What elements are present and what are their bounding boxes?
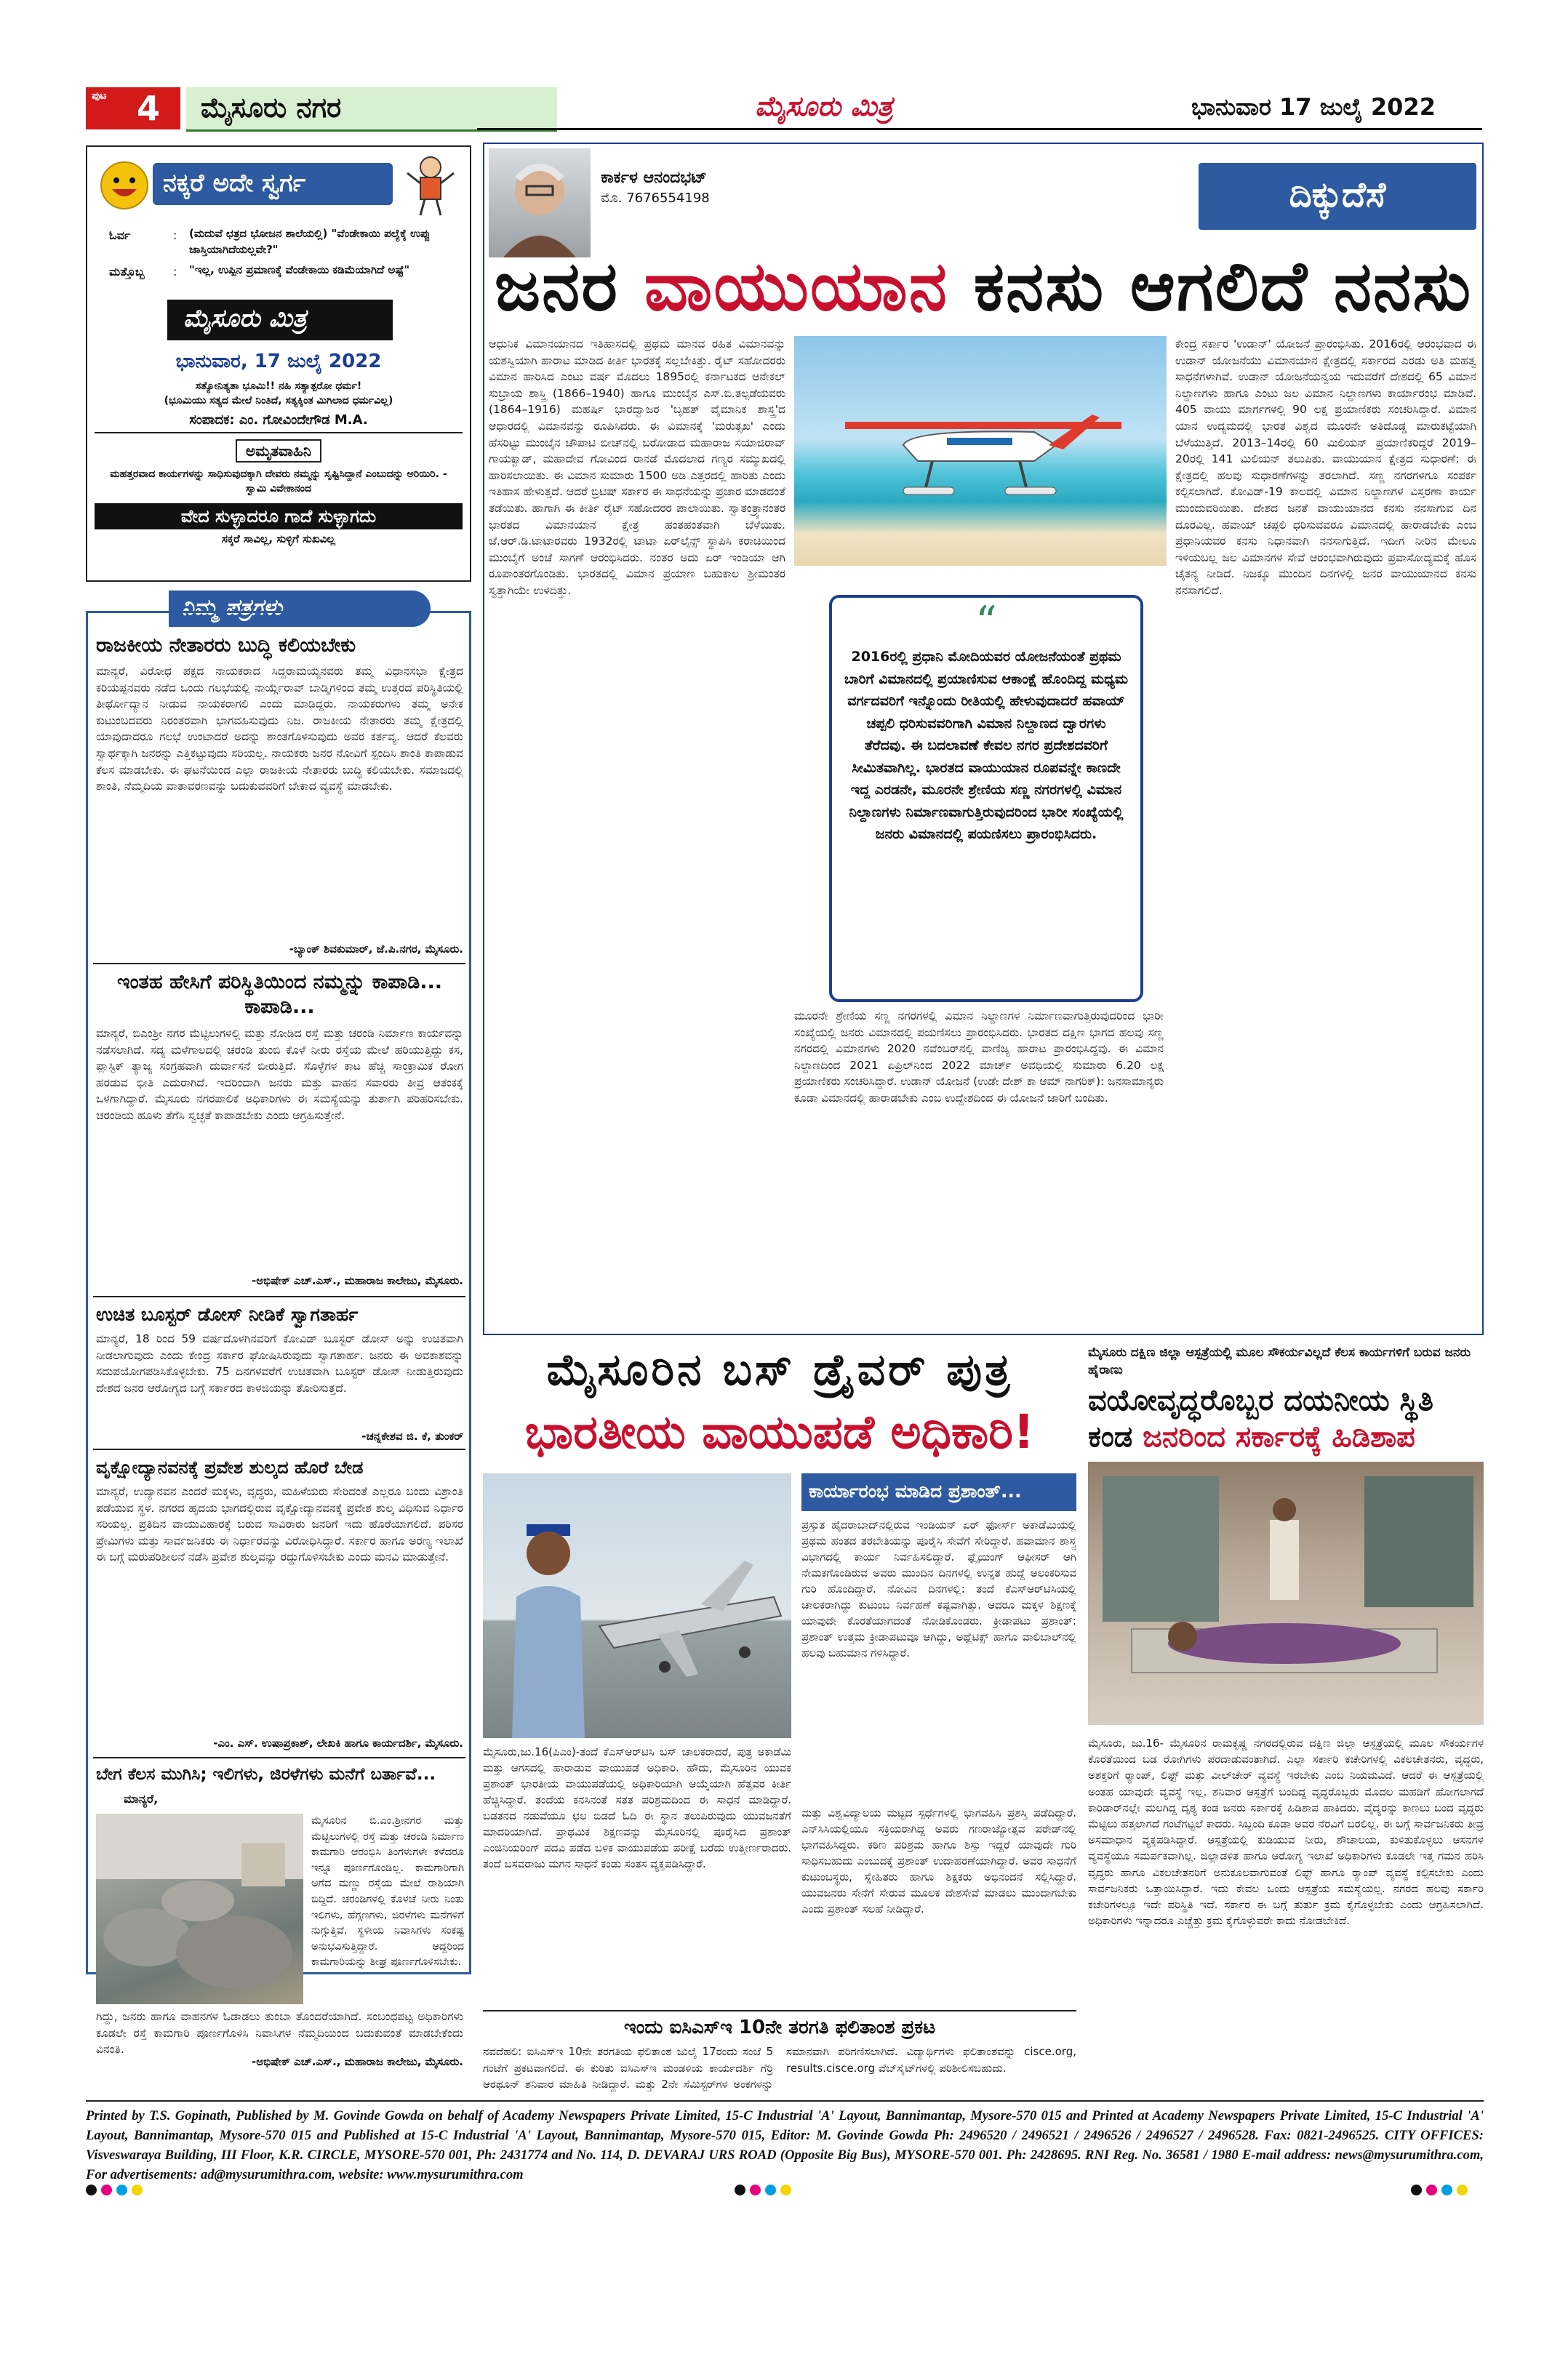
pullquote-box [829,595,1143,1002]
nakkare-title: ನಕ್ಕರೆ ಅದೇ ಸ್ವರ್ಗ [163,169,306,198]
letter-5-continued: ಗಿದ್ದು, ಜನರು ಹಾಗೂ ವಾಹನಗಳ ಓಡಾಡಲು ತುಂಬಾ ತೊಂದರೆಯಾಗಿದೆ. ಸಂಬಂಧಪಟ್ಟ ಅಧಿಕಾರಿಗಳು ಕೂಡಲೇ ರಸ್ತೆ ಕಾಮಗಾರಿ ಪೂರ್ಣಗೊಳಿಸಿ ನಿವಾಸಿಗಳ ನೆಮ್ಮದಿಯಿಂದ ಬದುಕುವಂತೆ ಮಾಡಬೇಕೆಂದು ವಿನಂತಿ. [96,2010,463,2057]
main-headline [489,247,1478,327]
question-speaker: ಓರ್ವ [109,228,131,242]
editor-line: ಸಂಪಾದಕ: ಎಂ. ಗೋವಿಂದೇಗೌಡ M.A. [95,412,463,433]
dikkudese-column-3: ಕೇಂದ್ರ ಸರ್ಕಾರ 'ಉಡಾನ್' ಯೋಜನೆ ಪ್ರಾರಂಭಿಸಿತು. 2016ರಲ್ಲಿ ಆರಂಭವಾದ ಈ ಉಡಾನ್ ಯೋಜನೆಯು ವಿಮಾನಯಾನ ಕ್ಷೇತ್ರದಲ್ಲಿ ಸರ್ಕಾರದ ಎರಡು ಅತಿ ಮಹತ್ವ ಸಾಧನೆಗಳಾಗಿವೆ. ಉಡಾನ್ ಯೋಜನೆಯನ್ವಯ ಇದುವರೆಗೆ ದೇಶದಲ್ಲಿ 65 ವಿಮಾನ ನಿಲ್ದಾಣಗಳು ಹಾಗೂ ಎಂಟು ಜಲ ವಿಮಾನ ನಿಲ್ದಾಣಗಳು ಕಾರ್ಯಾರಂಭ ಮಾಡಿವೆ. 405 ವಾಯು ಮಾರ್ಗಗಳಲ್ಲಿ 90 ಲಕ್ಷ ಪ್ರಯಾಣಿಕರು ಸಂಚರಿಸಿದ್ದಾರೆ. ವಿಮಾನ ಯಾನ ಉದ್ಯಮದಲ್ಲಿ ಭಾರತ ವಿಶ್ವದ ಮೂರನೇ ಅತಿದೊಡ್ಡ ಮಾರುಕಟ್ಟೆಯಾಗಿ ಬೆಳೆಯುತ್ತಿದೆ. 2013–14ರಲ್ಲಿ 60 ಮಿಲಿಯನ್ ಪ್ರಯಾಣಿಕರಿದ್ದರೆ 2019–20ರಲ್ಲಿ 141 ಮಿಲಿಯನ್ ತಲುಪಿತು. ವಾಯುಯಾನ ಕ್ಷೇತ್ರದ ಸುಧಾರಣೆ: ಈ ಕ್ಷೇತ್ರದಲ್ಲಿ ಹಲವು ಸುಧಾರಣೆಗಳನ್ನು ತರಲಾಗಿದೆ. ಸಣ್ಣ ನಗರಗಳಿಗೂ ಸಂಪರ್ಕ ಕಲ್ಪಿಸಲಾಗಿದೆ. ಕೋವಿಡ್-19 ಕಾಲದಲ್ಲಿ ವಿಮಾನ ನಿಲ್ದಾಣಗಳ ವಿಸ್ತರಣಾ ಕಾರ್ಯ ಮುಂದುವರಿಯಿತು. ದೇಶದ ಜನತೆ ವಾಯುಯಾನದ ಕನಸು ನನಸಾಗುವ ದಿನ ದೂರವಿಲ್ಲ. ಹವಾಯ್ ಚಪ್ಪಲಿ ಧರಿಸುವವರೂ ವಿಮಾನದಲ್ಲಿ ಹಾರಾಡಬೇಕು ಎಂಬ ಪ್ರಧಾನಿಯವರ ಕನಸು ನಿಧಾನವಾಗಿ ನನಸಾಗುತ್ತಿದೆ. ಇದೀಗ ನೀರಿನ ಮೇಲೂ ಇಳಿಯಬಲ್ಲ ಜಲ ವಿಮಾನಗಳ ಸೇವೆ ಆರಂಭವಾಗಿರುವುದು ಪ್ರವಾಸೋದ್ಯಮಕ್ಕೆ ಹೊಸ ಚೈತನ್ಯ ನೀಡಿದೆ. ನಿಜಕ್ಕೂ ಮುಂದಿನ ದಿನಗಳಲ್ಲಿ ಜನರ ವಾಯುಯಾನದ ಕನಸು ನನಸಾಗಲಿದೆ. [1175,337,1476,597]
divider [93,1296,465,1297]
amrutha-text: ಮಹತ್ತರವಾದ ಕಾರ್ಯಗಳನ್ನು ಸಾಧಿಸುವುದಕ್ಕಾಗಿ ದೇವರು ನಮ್ಮನ್ನು ಸೃಷ್ಟಿಸಿದ್ದಾನೆ ಎಂಬುದನ್ನು ಅರಿಯಿರಿ. - ಸ್ವಾಮಿ ವಿವೇಕಾನಂದ [110,468,447,495]
letter-1-signature: -ಬ್ಯಾಂಕ್ ಶಿವಕುಮಾರ್, ಜೆ.ಪಿ.ನಗರ, ಮೈಸೂರು. [289,942,463,956]
headline-part-3: ಕನಸು ಆಗಲಿದೆ ನನಸು [973,247,1473,327]
airforce-headline-1: ಮೈಸೂರಿನ ಬಸ್ ಡ್ರೈವರ್ ಪುತ್ರ [546,1345,1013,1396]
cartoon-figure-icon [401,154,460,217]
letter-5-signature: -ಅಭಿಷೇಕ್ ಎಚ್.ಎಸ್., ಮಹಾರಾಜ ಕಾಲೇಜು, ಮೈಸೂರು. [252,2055,463,2068]
page-date: ಭಾನುವಾರ 17 ಜುಲೈ 2022 [1191,93,1436,121]
airforce-column-1: ಮೈಸೂರು,ಜು.16(ಪಿಎಂ)-ತಂದೆ ಕೆಎಸ್‌ಆರ್‌ಟಿಸಿ ಬಸ್ ಚಾಲಕರಾದರೆ, ಪುತ್ರ ಅಕಾಡೆಮಿ ಮತ್ತು ಆಗಸದಲ್ಲಿ ಹಾರಾಡುವ ವಾಯುಪಡೆ ಅಧಿಕಾರಿ. ಹೌದು, ಮೈಸೂರಿನ ಯುವಕ ಪ್ರಶಾಂತ್ ಭಾರತೀಯ ವಾಯುಪಡೆಯಲ್ಲಿ ಅಧಿಕಾರಿಯಾಗಿ ಆಯ್ಕೆಯಾಗಿ ಹೆತ್ತವರ ಕೀರ್ತಿ ಹೆಚ್ಚಿಸಿದ್ದಾರೆ. ತಂದೆಯ ಕನಸಿನಂತೆ ಸತತ ಪರಿಶ್ರಮದಿಂದ ಈ ಸಾಧನೆ ಮಾಡಿದ್ದಾರೆ. ಬಡತನದ ನಡುವೆಯೂ ಛಲ ಬಿಡದೆ ಓದಿ ಈ ಸ್ಥಾನ ತಲುಪಿರುವುದು ಯುವಜನತೆಗೆ ಮಾದರಿಯಾಗಿದೆ. ಪ್ರಾಥಮಿಕ ಶಿಕ್ಷಣವನ್ನು ಮೈಸೂರಿನಲ್ಲಿ ಪೂರೈಸಿದ ಪ್ರಶಾಂತ್ ಎಂಜಿನಿಯರಿಂಗ್ ಪದವಿ ಪಡೆದ ಬಳಿಕ ವಾಯುಪಡೆಯ ಪರೀಕ್ಷೆ ಬರೆದು ಉತ್ತೀರ್ಣರಾದರು. ತಂದೆ ಬಸವರಾಜು ಮಗನ ಸಾಧನೆ ಕಂಡು ಸಂತಸ ವ್ಯಕ್ತಪಡಿಸಿದ್ದಾರೆ. [483,1745,791,1870]
divider [93,963,465,964]
letters-banner-title: ನಿಮ್ಮ ಪತ್ರಗಳು [182,595,283,620]
dikkudese-column-1: ಆಧುನಿಕ ವಿಮಾನಯಾನದ ಇತಿಹಾಸದಲ್ಲಿ ಪ್ರಥಮ ಮಾನವ ರಹಿತ ವಿಮಾನವನ್ನು ಯಶಸ್ವಿಯಾಗಿ ಹಾರಾಟ ಮಾಡಿದ ಕೀರ್ತಿ ಭಾರತಕ್ಕೆ ಸಲ್ಲಬೇಕಿತ್ತು. ರೈಟ್ ಸಹೋದರರು ವಿಮಾನ ಹಾರಿಸಿದ ಎಂಟು ವರ್ಷ ಮೊದಲು 1895ರಲ್ಲಿ ಕರ್ನಾಟಕದ ಆನೇಕಲ್ ಸುಬ್ರಾಯ ಶಾಸ್ತ್ರಿ (1866–1940) ಹಾಗೂ ಮುಂಬೈನ ಎಸ್.ಬಿ.ತಲ್ಪಡೆಯವರು (1864–1916) ಮಹರ್ಷಿ ಭಾರದ್ವಾಜರ 'ಬೃಹತ್ ವೈಮಾನಿಕ ಶಾಸ್ತ್ರ'ದ ಆಧಾರದಲ್ಲಿ ವಿಮಾನವನ್ನು ರೂಪಿಸಿದರು. ಈ ವಿಮಾನಕ್ಕೆ 'ಮರುತ್ಸಖ' ಎಂದು ಹೆಸರಿಟ್ಟು ಮುಂಬೈನ ಚೌಪಾಟಿ ಬೀಚ್‌ನಲ್ಲಿ ಬರೋಡಾದ ಮಹಾರಾಜ ಸಯಾಜಿರಾವ್ ಗಾಯಕ್ವಾಡ್, ಮಹಾದೇವ ಗೋವಿಂದ ರಾನಡೆ ಮೊದಲಾದ ಗಣ್ಯರ ಸಮ್ಮುಖದಲ್ಲಿ ಹಾರಿಸಲಾಯಿತು. ಈ ವಿಮಾನ ಸುಮಾರು 1500 ಅಡಿ ಎತ್ತರದಲ್ಲಿ ಹಾರಿತು ಎಂದು ಇತಿಹಾಸ ಹೇಳುತ್ತದೆ. ಆದರೆ ಬ್ರಿಟಿಷ್ ಸರ್ಕಾರ ಈ ಸಾಧನೆಯನ್ನು ಪ್ರಚಾರ ಮಾಡದಂತೆ ತಡೆಯಿತು. ಹಾಗಾಗಿ ಈ ಕೀರ್ತಿ ರೈಟ್ ಸಹೋದರರ ಪಾಲಾಯಿತು. ಸ್ವಾತಂತ್ರ್ಯಾನಂತರ ಭಾರತದ ವಿಮಾನಯಾನ ಕ್ಷೇತ್ರ ಹಂತಹಂತವಾಗಿ ಬೆಳೆಯಿತು. ಜೆ.ಆರ್.ಡಿ.ಟಾಟಾರವರು 1932ರಲ್ಲಿ ಟಾಟಾ ಏರ್‌ಲೈನ್ಸ್ ಸ್ಥಾಪಿಸಿ ಕರಾಚಿಯಿಂದ ಮುಂಬೈಗೆ ಅಂಚೆ ಸಾಗಣೆ ಆರಂಭಿಸಿದರು. ನಂತರ ಅದು ಏರ್ ಇಂಡಿಯಾ ಆಗಿ ರೂಪಾಂತರಗೊಂಡಿತು. ಭಾರತದಲ್ಲಿ ವಿಮಾನ ಪ್ರಯಾಣ ಬಹುಕಾಲ ಶ್ರೀಮಂತರ ಸ್ವತ್ತಾಗಿಯೇ ಉಳಿದಿತ್ತು. [489,337,785,597]
section-label-box [186,87,557,132]
registration-dots-center [735,2185,796,2198]
airforce-column-3: ಮತ್ತು ವಿಶ್ವವಿದ್ಯಾಲಯ ಮಟ್ಟದ ಸ್ಪರ್ಧೆಗಳಲ್ಲಿ ಭಾಗವಹಿಸಿ ಪ್ರಶಸ್ತಿ ಪಡೆದಿದ್ದಾರೆ. ಎನ್‌ಸಿಸಿಯಲ್ಲಿಯೂ ಸಕ್ರಿಯರಾಗಿದ್ದ ಅವರು ಗಣರಾಜ್ಯೋತ್ಸವ ಪರೇಡ್‌ನಲ್ಲಿ ಭಾಗವಹಿಸಿದ್ದರು. ಕಠಿಣ ಪರಿಶ್ರಮ ಹಾಗೂ ಶಿಸ್ತು ಇದ್ದರೆ ಯಾವುದೇ ಗುರಿ ಸಾಧಿಸಬಹುದು ಎಂಬುದಕ್ಕೆ ಪ್ರಶಾಂತ್ ಉದಾಹರಣೆಯಾಗಿದ್ದಾರೆ. ಅವರ ಸಾಧನೆಗೆ ಕುಟುಂಬಸ್ಥರು, ಸ್ನೇಹಿತರು ಹಾಗೂ ಶಿಕ್ಷಕರು ಅಭಿನಂದನೆ ಸಲ್ಲಿಸಿದ್ದಾರೆ. ಯುವಜನರು ಸೇನೆಗೆ ಸೇರುವ ಮೂಲಕ ದೇಶಸೇವೆ ಮಾಡಲು ಮುಂದಾಗಬೇಕು ಎಂದು ಪ್ರಶಾಂತ್ ಸಲಹೆ ನೀಡಿದ್ದಾರೆ. [801,1806,1076,1915]
airforce-column-2: ಪ್ರಸ್ತುತ ಹೈದರಾಬಾದ್‌ನಲ್ಲಿರುವ ಇಂಡಿಯನ್ ಏರ್ ಫೋರ್ಸ್ ಅಕಾಡೆಮಿಯಲ್ಲಿ ಪ್ರಥಮ ಹಂತದ ತರಬೇತಿಯನ್ನು ಪೂರೈಸಿ ಸೇವೆಗೆ ಸೇರಿದ್ದಾರೆ. ಹವಾಮಾನ ಶಾಸ್ತ್ರ ವಿಭಾಗದಲ್ಲಿ ಕಾರ್ಯ ನಿರ್ವಹಿಸಲಿದ್ದಾರೆ. ಫ್ಲೈಯಿಂಗ್ ಆಫೀಸರ್ ಆಗಿ ನೇಮಕಗೊಂಡಿರುವ ಅವರು ಮುಂದಿನ ದಿನಗಳಲ್ಲಿ ಉನ್ನತ ಹುದ್ದೆ ಅಲಂಕರಿಸುವ ಗುರಿ ಹೊಂದಿದ್ದಾರೆ. ನೋವಿನ ದಿನಗಳಲ್ಲಿ: ತಂದೆ ಕೆಎಸ್‌ಆರ್‌ಟಿಸಿಯಲ್ಲಿ ಚಾಲಕರಾಗಿದ್ದು ಕುಟುಂಬ ನಿರ್ವಹಣೆ ಕಷ್ಟವಾಗಿತ್ತು. ಆದರೂ ಮಕ್ಕಳ ಶಿಕ್ಷಣಕ್ಕೆ ಯಾವುದೇ ಕೊರತೆಯಾಗದಂತೆ ನೋಡಿಕೊಂಡರು. ಕ್ರೀಡಾಪಟು ಪ್ರಶಾಂತ್: ಪ್ರಶಾಂತ್ ಉತ್ತಮ ಕ್ರೀಡಾಪಟುವೂ ಆಗಿದ್ದು, ಅಥ್ಲೆಟಿಕ್ಸ್ ಹಾಗೂ ವಾಲಿಬಾಲ್‌ನಲ್ಲಿ ಹಲವು ಬಹುಮಾನ ಗಳಿಸಿದ್ದಾರೆ. [801,1518,1076,1660]
motto-line-2: (ಭೂಮಿಯು ಸತ್ಯದ ಮೇಲೆ ನಿಂತಿದೆ, ಸತ್ಯಕ್ಕಿಂತ ಮಿಗಿಲಾದ ಧರ್ಮವಿಲ್ಲ) [164,395,393,407]
seaplane-photo [794,336,1167,566]
registration-dots-right [1411,2185,1472,2198]
magenta-dot [750,2185,761,2195]
colon: : [173,228,177,242]
hospital-headline-1: ವಯೋವೃದ್ಧರೊಬ್ಬರ ದಯನೀಯ ಸ್ಥಿತಿ [1088,1384,1433,1417]
magenta-dot [101,2185,112,2195]
cyan-dot [116,2185,127,2195]
hospital-headline-2a: ಕಂಡ [1088,1420,1133,1454]
amrutha-title: ಅಮೃತವಾಹಿನಿ [236,439,321,463]
laughing-face-icon [100,161,148,209]
letter-2-signature: -ಅಭಿಷೇಕ್ ಎಚ್.ಎಸ್., ಮಹಾರಾಜ ಕಾಲೇಜು, ಮೈಸೂರು. [252,1274,463,1287]
letter-2-title: ಇಂತಹ ಹೇಸಿಗೆ ಪರಿಸ್ಥಿತಿಯಿಂದ ನಮ್ಮನ್ನು ಕಾಪಾಡಿ... ಕಾಪಾಡಿ... [117,971,442,1018]
headline-part-1: ಜನರ [494,247,620,327]
letter-1-body: ಮಾನ್ಯರೆ, ವಿರೋಧ ಪಕ್ಷದ ನಾಯಕರಾದ ಸಿದ್ದರಾಮಯ್ಯನವರು ತಮ್ಮ ವಿಧಾನಸಭಾ ಕ್ಷೇತ್ರದ ಕರಿಯಪ್ಪನವರು ನಡೆದ ಒಂದು ಗಲಭೆಯಲ್ಲಿ ನಾರ್ಯ್ಗೆರಾವ್ ಬಾಡ್ಮಿಗಳಿಂದ ತಮ್ಮ ಉತ್ತರದ ಪರಿಸ್ಥಿತಿಯಲ್ಲಿ ತೀರ್ಥೋದ್ಯಾನ ನೀಡುವ ನಾಯಕರಾಗಲಿ ಎಂದು ಮಾಡಿದ್ದರು. ನಾಯಕರುಗಳು ತಮ್ಮ ಅನೇಕ ಕುಟುಂಬದವರು ನಿರಂತರವಾಗಿ ಭಾಗವಹಿಸುವುದು ನಿಜ. ರಾಜಕೀಯ ನೇತಾರರು ತಮ್ಮ ಕ್ಷೇತ್ರದಲ್ಲಿ ಯಾವುದಾದರೂ ಗಲಭೆ ಉಂಟಾದರೆ ಅದನ್ನು ಶಾಂತಗೊಳಿಸುವುದು ಅವರ ಕರ್ತವ್ಯ. ಆದರೆ ಕೆಲವರು ಸ್ವಾರ್ಥಕ್ಕಾಗಿ ಜನರನ್ನು ಎತ್ತಿಕಟ್ಟುವುದು ಸರಿಯಲ್ಲ. ನಾಯಕರು ಜನರ ನೋವಿಗೆ ಸ್ಪಂದಿಸಿ ಶಾಂತಿ ಕಾಪಾಡುವ ಕೆಲಸ ಮಾಡಬೇಕು. ಈ ಘಟನೆಯಿಂದ ಎಲ್ಲಾ ರಾಜಕೀಯ ನೇತಾರರು ಬುದ್ಧಿ ಕಲಿಯಬೇಕು. ಸಮಾಜದಲ್ಲಿ ಶಾಂತಿ, ನೆಮ್ಮದಿಯ ವಾತಾವರಣವನ್ನು ಬದುಕುವವರಿಗೆ ಬೇಕಾದ ವ್ಯವಸ್ಥೆ ಮಾಡಬೇಕು. [96,665,463,793]
nakkare-title-bar [153,163,393,205]
yellow-dot [780,2185,791,2195]
cyan-dot [1441,2185,1452,2195]
cyan-dot [765,2185,776,2195]
airforce-subhead-box [801,1473,1076,1511]
letter-2-body: ಮಾನ್ಯರೆ, ಬಿಎಂಶ್ರೀ ನಗರ ಮೆಟ್ಟಿಲುಗಳಲ್ಲಿ ಮತ್ತು ನೋಡಿದ ರಸ್ತೆ ಮತ್ತು ಚರಂಡಿ ನಿರ್ಮಾಣ ಕಾರ್ಯವನ್ನು ನಡೆಸಲಾಗಿದೆ. ಸದ್ಯ ಮಳೆಗಾಲದಲ್ಲಿ ಚರಂಡಿ ತುಂಬಿ ಕೊಳೆ ನೀರು ರಸ್ತೆಯ ಮೇಲೆ ಹರಿಯುತ್ತಿದ್ದು ಕಸ, ಪ್ಲಾಸ್ಟಿಕ್ ತ್ಯಾಜ್ಯ ಸಂಗ್ರಹವಾಗಿ ದುರ್ವಾಸನೆ ಬೀರುತ್ತಿದೆ. ಸೊಳ್ಳೆಗಳ ಕಾಟ ಹೆಚ್ಚಿ ಸಾಂಕ್ರಾಮಿಕ ರೋಗ ಹರಡುವ ಭೀತಿ ಎದುರಾಗಿದೆ. ಇದರಿಂದಾಗಿ ಜನರು ಮತ್ತು ವಾಹನ ಸವಾರರು ತೀವ್ರ ಆತಂಕಕ್ಕೆ ಒಳಗಾಗಿದ್ದಾರೆ. ಮೈಸೂರು ನಗರಪಾಲಿಕೆ ಅಧಿಕಾರಿಗಳು ಈ ಸಮಸ್ಯೆಯನ್ನು ತುರ್ತಾಗಿ ಪರಿಹರಿಸಬೇಕು. ಚರಂಡಿಯ ಹೂಳು ತೆಗೆಸಿ ಸ್ವಚ್ಛತೆ ಕಾಪಾಡಬೇಕು ಎಂದು ಆಗ್ರಹಿಸುತ್ತೇನೆ. [96,1027,463,1122]
author-photo [489,148,591,257]
airforce-headline-2: ಭಾರತೀಯ ವಾಯುಪಡೆ ಅಧಿಕಾರಿ! [524,1406,1035,1460]
question-text: (ಮದುವೆ ಛತ್ರದ ಭೋಜನ ಶಾಲೆಯಲ್ಲಿ) "ವೆಂಡೇಕಾಯಿ ಪಲ್ಯೆಕ್ಕೆ ಉಪ್ಪು ಜಾಸ್ತಿಯಾಗಿದೆಯಲ್ಲವೇ?" [189,227,431,256]
mini-date: ಭಾನುವಾರ, 17 ಜುಲೈ 2022 [175,351,382,372]
hospital-headline-2b: ಜನರಿಂದ ಸರ್ಕಾರಕ್ಕೆ ಹಿಡಿಶಾಪ [1143,1420,1415,1454]
black-dot [735,2185,745,2195]
footer-rule [86,2100,1484,2102]
letter-4-title: ವೃಕ್ಷೋದ್ಯಾನವನಕ್ಕೆ ಪ್ರವೇಶ ಶುಲ್ಕದ ಹೊರೆ ಬೇಡ [96,1457,364,1478]
answer-speaker: ಮತ್ತೊಬ್ಬ [109,265,145,279]
answer-text: "ಇಲ್ಲ, ಉಪ್ಪಿನ ಪ್ರಮಾಣಕ್ಕೆ ವೆಂಡೇಕಾಯಿ ಕಡಿಮೆಯಾಗಿದೆ ಅಷ್ಟೆ" [189,263,410,276]
registration-dots-left [86,2185,147,2198]
letter-4-body: ಮಾನ್ಯರೆ, ಉದ್ಯಾನವನ ಎಂದರೆ ಮಕ್ಕಳು, ವೃದ್ಧರು, ಮಹಿಳೆಯರು ಸೇರಿದಂತೆ ಎಲ್ಲರೂ ಬಂದು ವಿಶ್ರಾಂತಿ ಪಡೆಯುವ ಸ್ಥಳ. ನಗರದ ಹೃದಯ ಭಾಗದಲ್ಲಿರುವ ವೃಕ್ಷೋದ್ಯಾನವನಕ್ಕೆ ಪ್ರವೇಶ ಶುಲ್ಕ ವಿಧಿಸುವ ನಿರ್ಧಾರ ಸರಿಯಲ್ಲ. ಪ್ರತಿದಿನ ವಾಯುವಿಹಾರಕ್ಕೆ ಬರುವ ಸಾವಿರಾರು ಜನರಿಗೆ ಇದು ಹೊರೆಯಾಗಲಿದೆ. ಪರಿಸರ ಪ್ರೇಮಿಗಳು ಮತ್ತು ಸಾರ್ವಜನಿಕರು ಈ ನಿರ್ಧಾರವನ್ನು ವಿರೋಧಿಸಿದ್ದಾರೆ. ಸರ್ಕಾರ ಹಾಗೂ ಅರಣ್ಯ ಇಲಾಖೆ ಈ ಬಗ್ಗೆ ಮರುಪರಿಶೀಲನೆ ನಡೆಸಿ ಪ್ರವೇಶ ಶುಲ್ಕವನ್ನು ರದ್ದುಗೊಳಿಸಬೇಕು ಎಂದು ಮನವಿ ಮಾಡುತ್ತೇನೆ. [96,1485,463,1564]
imprint-text: Printed by T.S. Gopinath, Published by M. Govinde Gowda on behalf of Academy Newspapers Private Limited, 15-C Industrial 'A' Layout, Bannimantap, Mysore-570 015 and Printed at Academy Newspapers Private Limited, 15-C Industrial 'A' Layout, Bannimantap, Mysore-570 015 and Published at 15-C Industrial 'A' Layout, Bannimantap, Mysore-570 015, Editor: M. Govinde Gowda Ph: 2496520 / 2496521 / 2496526 / 2496527 / 2496528. Fax: 0821-2496525. CITY OFFICES: Visveswaraya Building, III Floor, K.R. CIRCLE, MYSORE-570 001, Ph: 2431774 and No. 114, D. DEVARAJ URS ROAD (Opposite Big Bus), MYSORE-570 001. Ph: 2428695. RNI Reg. No. 36581 / 1980 E-mail address: news@mysurumithra.com, For advertisements: ad@mysurumithra.com, website: www.mysurumithra.com [86,2108,1484,2182]
magenta-dot [1426,2185,1437,2195]
mini-masthead: ಮೈಸೂರು ಮಿತ್ರ [183,304,307,333]
header-rule [477,128,1482,130]
veda-text: ಸಕ್ಕರೆ ಸಾವಿಲ್ಲ, ಸುಳ್ಳಿಗೆ ಸುಖವಿಲ್ಲ [222,532,335,545]
letter-5-body: ಮೈಸೂರಿನ ಬಿ.ಎಂ.ಶ್ರೀನಗರ ಮತ್ತು ಮೆಟ್ಟಿಲುಗಳಲ್ಲಿ ರಸ್ತೆ ಮತ್ತು ಚರಂಡಿ ನಿರ್ಮಾಣ ಕಾಮಗಾರಿ ಆರಂಭಿಸಿ ತಿಂಗಳುಗಳೇ ಕಳೆದರೂ ಇನ್ನೂ ಪೂರ್ಣಗೊಂಡಿಲ್ಲ. ಕಾಮಗಾರಿಗಾಗಿ ಅಗೆದ ಮಣ್ಣು ರಸ್ತೆಯ ಮೇಲೆ ರಾಶಿಯಾಗಿ ಬಿದ್ದಿದೆ. ಚರಂಡಿಗಳಲ್ಲಿ ಕೊಳಚೆ ನೀರು ನಿಂತು ಇಲಿಗಳು, ಹೆಗ್ಗಣಗಳು, ಜಿರಳೆಗಳು ಮನೆಗಳಿಗೆ ನುಗ್ಗುತ್ತಿವೆ. ಸ್ಥಳೀಯ ನಿವಾಸಿಗಳು ಸಂಕಷ್ಟ ಅನುಭವಿಸುತ್ತಿದ್ದಾರೆ. ಆದ್ದರಿಂದ ಕಾಮಗಾರಿಯನ್ನು ಶೀಘ್ರ ಪೂರ್ಣಗೊಳಿಸಬೇಕು. [311,1815,464,1969]
black-dot [1411,2185,1422,2195]
airforce-photo [483,1473,791,1738]
page-number-box [86,87,180,129]
letter-3-signature: -ಚನ್ನಕೇಶವ ಜಿ. ಕೆ, ತುಂಕರ್ [361,1430,463,1443]
author-name: ಕಾರ್ಕಳ ಆನಂದಭಟ್ [601,169,707,187]
veda-title: ವೇದ ಸುಳ್ಳಾದರೂ ಗಾದೆ ಸುಳ್ಳಾಗದು [95,503,463,529]
column-name: ದಿಕ್ಕುದೆಸೆ [1289,175,1386,215]
headline-highlight: ವಾಯುಯಾನ [644,247,948,327]
page-label: ಪುಟ [92,90,107,102]
motto-line-1: ಸತ್ಯೋನಿತ್ಯತಾ ಭೂಮಿ!! ನಹಿ ಸತ್ಯಾತ್ಪರೋ ಧರ್ಮ! [195,380,362,392]
page-header [86,87,1482,129]
letter-3-body: ಮಾನ್ಯರೆ, 18 ರಿಂದ 59 ವರ್ಷದೊಳಗಿನವರಿಗೆ ಕೋವಿಡ್ ಬೂಸ್ಟರ್ ಡೋಸ್ ಅನ್ನು ಉಚಿತವಾಗಿ ನೀಡಲಾಗುವುದು ಎಂದು ಕೇಂದ್ರ ಸರ್ಕಾರ ಘೋಷಿಸಿರುವುದು ಸ್ವಾಗತಾರ್ಹ. ಜನರು ಈ ಅವಕಾಶವನ್ನು ಸದುಪಯೋಗಪಡಿಸಿಕೊಳ್ಳಬೇಕು. 75 ದಿನಗಳವರೆಗೆ ಉಚಿತವಾಗಿ ಬೂಸ್ಟರ್ ಡೋಸ್ ನೀಡುತ್ತಿರುವುದು ದೇಶದ ಜನರ ಆರೋಗ್ಯದ ಬಗ್ಗೆ ಸರ್ಕಾರದ ಕಾಳಜಿಯನ್ನು ತೋರಿಸುತ್ತದೆ. [96,1332,463,1395]
hospital-kicker: ಮೈಸೂರು ದಕ್ಷಿಣ ಜಿಲ್ಲಾ ಆಸ್ಪತ್ರೆಯಲ್ಲಿ ಮೂಲ ಸೌಕರ್ಯವಿಲ್ಲದೆ ಕೆಲಸ ಕಾರ್ಯಗಳಿಗೆ ಬರುವ ಜನರು ಹೈರಾಣು [1088,1345,1471,1377]
result-divider [483,2010,1076,2011]
editorial-block [95,351,463,576]
column-name-box [1199,163,1476,230]
page-number: 4 [137,89,161,128]
pullquote-text: 2016ರಲ್ಲಿ ಪ್ರಧಾನಿ ಮೋದಿಯವರ ಯೋಜನೆಯಂತೆ ಪ್ರಥಮ ಬಾರಿಗೆ ವಿಮಾನದಲ್ಲಿ ಪ್ರಯಾಣಿಸುವ ಆಕಾಂಕ್ಷೆ ಹೊಂದಿದ್ದ ಮಧ್ಯಮ ವರ್ಗದವರಿಗೆ ಇನ್ನೊಂದು ರೀತಿಯಲ್ಲಿ ಹೇಳುವುದಾದರೆ ಹವಾಯ್ ಚಪ್ಪಲಿ ಧರಿಸುವವರಿಗಾಗಿ ವಿಮಾನ ನಿಲ್ದಾಣದ ದ್ವಾರಗಳು ತೆರೆದವು. ಈ ಬದಲಾವಣೆ ಕೇವಲ ನಗರ ಪ್ರದೇಶದವರಿಗೆ ಸೀಮಿತವಾಗಿಲ್ಲ. ಭಾರತದ ವಾಯುಯಾನ ರೂಪವನ್ನೇ ಕಾಣದೇ ಇದ್ದ ಎರಡನೇ, ಮೂರನೇ ಶ್ರೇಣಿಯ ಸಣ್ಣ ನಗರಗಳಲ್ಲಿ ವಿಮಾನ ನಿಲ್ದಾಣಗಳು ನಿರ್ಮಾಣವಾಗುತ್ತಿರುವುದರಿಂದ ಭಾರೀ ಸಂಖ್ಯೆಯಲ್ಲಿ ಜನರು ವಿಮಾನದಲ್ಲಿ ಪಯಣಿಸಲು ಪ್ರಾರಂಭಿಸಿದರು. [844,649,1129,842]
letter-4-signature: -ಎಂ. ಎಸ್. ಉಷಾಪ್ರಕಾಶ್, ಲೇಖಕಿ ಹಾಗೂ ಕಾರ್ಯದರ್ಶಿ, ಮೈಸೂರು. [213,1737,463,1750]
airforce-subhead: ಕಾರ್ಯಾರಂಭ ಮಾಡಿದ ಪ್ರಶಾಂತ್... [809,1481,1022,1502]
colon: : [173,265,177,279]
divider [93,1449,465,1450]
letter-5-intro: ಮಾನ್ಯರೆ, [124,1792,159,1806]
divider [93,1757,465,1758]
construction-debris-photo [96,1814,303,2004]
author-phone: ಮೊ. 7676554198 [601,191,710,206]
hospital-body: ಮೈಸೂರು, ಜು.16- ಮೈಸೂರಿನ ರಾಮಕೃಷ್ಣ ನಗರದಲ್ಲಿರುವ ದಕ್ಷಿಣ ಜಿಲ್ಲಾ ಆಸ್ಪತ್ರೆಯಲ್ಲಿ ಮೂಲ ಸೌಕರ್ಯಗಳ ಕೊರತೆಯಿಂದ ಬಡ ರೋಗಿಗಳು ಪರದಾಡುವಂತಾಗಿದೆ. ಎಲ್ಲಾ ಸರ್ಕಾರಿ ಕಚೇರಿಗಳಲ್ಲಿ ವಿಕಲಚೇತನರು, ವೃದ್ಧರು, ಅಶಕ್ತರಿಗೆ ರ‍್ಯಾಂಪ್, ಲಿಫ್ಟ್ ಮತ್ತು ವೀಲ್‌ಚೇರ್ ವ್ಯವಸ್ಥೆ ಇರಬೇಕು ಎಂಬ ನಿಯಮವಿದೆ. ಆದರೆ ಈ ಆಸ್ಪತ್ರೆಯಲ್ಲಿ ಅಂತಹ ಯಾವುದೇ ವ್ಯವಸ್ಥೆ ಇಲ್ಲ. ಶನಿವಾರ ಆಸ್ಪತ್ರೆಗೆ ಬಂದಿದ್ದ ವೃದ್ಧರೊಬ್ಬರು ಮೊದಲ ಮಹಡಿಗೆ ಹೋಗಲಾಗದೆ ಕಾರಿಡಾರ್‌ನಲ್ಲೇ ಮಲಗಿದ್ದ ದೃಶ್ಯ ಕಂಡ ಜನರು ಸರ್ಕಾರಕ್ಕೆ ಹಿಡಿಶಾಪ ಹಾಕಿದರು. ವೈದ್ಯರನ್ನು ಕಾಣಲು ಬಂದ ವೃದ್ಧರು ಮೆಟ್ಟಿಲು ಹತ್ತಲಾಗದೆ ಗಂಟೆಗಟ್ಟಲೆ ಕಾದರು. ಸಿಬ್ಬಂದಿ ಕೂಡಾ ಅವರ ನೆರವಿಗೆ ಬರಲಿಲ್ಲ. ಈ ಬಗ್ಗೆ ಸಾರ್ವಜನಿಕರು ತೀವ್ರ ಅಸಮಾಧಾನ ವ್ಯಕ್ತಪಡಿಸಿದ್ದಾರೆ. ಆಸ್ಪತ್ರೆಯಲ್ಲಿ ಕುಡಿಯುವ ನೀರು, ಶೌಚಾಲಯ, ಕುಳಿತುಕೊಳ್ಳಲು ಆಸನಗಳ ವ್ಯವಸ್ಥೆಯೂ ಸಮರ್ಪಕವಾಗಿಲ್ಲ. ಜಿಲ್ಲಾಡಳಿತ ಹಾಗೂ ಆರೋಗ್ಯ ಇಲಾಖೆ ಅಧಿಕಾರಿಗಳು ಕೂಡಲೇ ಇತ್ತ ಗಮನ ಹರಿಸಿ ವೃದ್ಧರು ಹಾಗೂ ವಿಕಲಚೇತನರಿಗೆ ಅನುಕೂಲವಾಗುವಂತೆ ಲಿಫ್ಟ್ ಹಾಗೂ ರ‍್ಯಾಂಪ್ ವ್ಯವಸ್ಥೆ ಕಲ್ಪಿಸಬೇಕು ಎಂದು ಸಾರ್ವಜನಿಕರು ಒತ್ತಾಯಿಸಿದ್ದಾರೆ. ಇದು ಕೇವಲ ಒಂದು ಆಸ್ಪತ್ರೆಯ ಸಮಸ್ಯೆಯಲ್ಲ. ನಗರದ ಹಲವು ಸರ್ಕಾರಿ ಕಚೇರಿಗಳಲ್ಲೂ ಇದೇ ಪರಿಸ್ಥಿತಿ ಇದೆ. ಸರ್ಕಾರ ಈ ಬಗ್ಗೆ ತುರ್ತು ಕ್ರಮ ಕೈಗೊಳ್ಳಬೇಕು ಎಂದು ಆಗ್ರಹಿಸಲಾಗಿದೆ. ಅಧಿಕಾರಿಗಳು ಇನ್ನಾದರೂ ಎಚ್ಚೆತ್ತು ಕ್ರಮ ಕೈಗೊಳ್ಳುವರೇ ಕಾದು ನೋಡಬೇಕಿದೆ. [1088,1737,1484,1928]
yellow-dot [132,2185,143,2195]
hospital-headline-2 [1088,1418,1484,1456]
mini-masthead-box [167,300,393,340]
nakkare-box [86,145,471,582]
result-body: ನವದೆಹಲಿ: ಐಸಿಎಸ್‌ಇ 10ನೇ ತರಗತಿಯ ಫಲಿತಾಂಶ ಜುಲೈ 17ರಂದು ಸಂಜೆ 5 ಗಂಟೆಗೆ ಪ್ರಕಟವಾಗಲಿದೆ. ಈ ಕುರಿತು ಐಸಿಎಸ್‌ಇ ಮಂಡಳಿಯ ಕಾರ್ಯದರ್ಶಿ ಗೆರ್ರಿ ಆರಥೂನ್ ಶನಿವಾರ ಮಾಹಿತಿ ನೀಡಿದ್ದಾರೆ. ಮತ್ತು 2ನೇ ಸೆಮಿಸ್ಟರ್‌ಗಳ ಅಂಕಗಳನ್ನು ಸಮಾನವಾಗಿ ಪರಿಗಣಿಸಲಾಗಿದೆ. ವಿದ್ಯಾರ್ಥಿಗಳು ಫಲಿತಾಂಶವನ್ನು cisce.org, results.cisce.org ವೆಬ್‌ಸೈಟ್‌ಗಳಲ್ಲಿ ಪರಿಶೀಲಿಸಬಹುದು. [483,2045,1076,2091]
letter-1-title: ರಾಜಕೀಯ ನೇತಾರರು ಬುದ್ಧಿ ಕಲಿಯಬೇಕು [96,634,356,657]
letter-3-title: ಉಚಿತ ಬೂಸ್ಟರ್ ಡೋಸ್ ನೀಡಿಕೆ ಸ್ವಾಗತಾರ್ಹ [96,1304,359,1325]
dikkudese-column-2b: ಮೂರನೇ ಶ್ರೇಣಿಯ ಸಣ್ಣ ನಗರಗಳಲ್ಲಿ ವಿಮಾನ ನಿಲ್ದಾಣಗಳ ನಿರ್ಮಾಣವಾಗುತ್ತಿರುವುದರಿಂದ ಭಾರೀ ಸಂಖ್ಯೆಯಲ್ಲಿ ಜನರು ವಿಮಾನದಲ್ಲಿ ಪಯಣಿಸಲು ಪ್ರಾರಂಭಿಸಿದರು. ಭಾರತದ ದಕ್ಷಿಣ ಭಾಗದ ಹಲವು ಸಣ್ಣ ನಗರದಲ್ಲಿ ವಿಮಾನಗಳು 2020 ನವೆಂಬರ್‌ನಲ್ಲಿ ವಾಣಿಜ್ಯ ಹಾರಾಟ ಪ್ರಾರಂಭಿಸಿದ್ದವು. ಈ ವಿಮಾನ ನಿಲ್ದಾಣದಿಂದ 2021 ಏಪ್ರಿಲ್‌ನಿಂದ 2022 ಮಾರ್ಚ್ ಅವಧಿಯಲ್ಲಿ ಸುಮಾರು 6.20 ಲಕ್ಷ ಪ್ರಯಾಣಿಕರು ಸಂಚರಿಸಿದ್ದಾರೆ. ಉಡಾನ್ ಯೋಜನೆ (ಉಡೇ ದೇಶ್ ಕಾ ಆಮ್ ನಾಗರಿಕ್): ಜನಸಾಮಾನ್ಯರು ಕೂಡಾ ವಿಮಾನದಲ್ಲಿ ಹಾರಾಡಬೇಕು ಎಂಬ ಉದ್ದೇಶದಿಂದ ಈ ಯೋಜನೆ ಜಾರಿಗೆ ಬಂದಿತು. [794,1009,1164,1105]
masthead: ಮೈಸೂರು ಮಿತ್ರ [755,90,893,122]
section-label: ಮೈಸೂರು ನಗರ [201,92,342,124]
black-dot [86,2185,97,2195]
letter-5-title: ಬೇಗ ಕೆಲಸ ಮುಗಿಸಿ; ಇಲಿಗಳು, ಜಿರಳೆಗಳು ಮನೆಗೆ ಬರ್ತಾವೆ... [96,1765,436,1784]
quote-mark-icon: “ [975,597,997,646]
yellow-dot [1457,2185,1468,2195]
result-headline: ಇಂದು ಐಸಿಎಸ್‌ಇ 10ನೇ ತರಗತಿ ಫಲಿತಾಂಶ ಪ್ರಕಟ [623,2017,936,2038]
airforce-headline-2-band [483,1401,1076,1465]
hospital-photo [1088,1462,1484,1725]
